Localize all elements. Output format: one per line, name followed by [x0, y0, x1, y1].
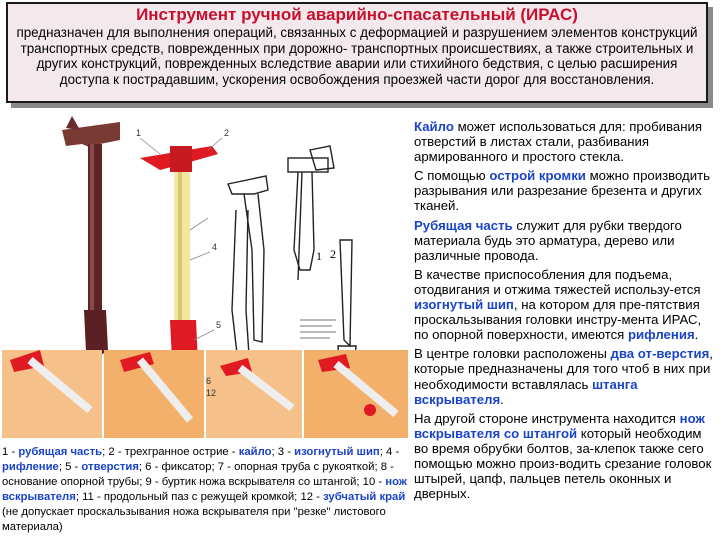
red-tool-image: [140, 138, 222, 380]
part-number-label: 6: [206, 376, 212, 386]
small-label-1: 1: [316, 249, 322, 263]
figure-caption: 1 - рубящая часть; 2 - трехгранное острие - кайло; 3 - изогнутый шип; 4 - рифление; 5 - отверстия; 6 - фиксатор; 7 - опорная труба с рукояткой; 8 - основание опорной трубы; 9 - буртик ножа вскрывателя со штангой; 10 - нож вскрывателя; 11 - продольный паз с режущей кромкой; 12 - зубчатый край (не допускает проскальзывания ножа вскрывателя при "резке" листового материала): [2, 446, 407, 533]
paragraph-kailo: Кайло может использоваться для: пробивания отверстий в листах стали, разбивания армированного и простого стекла.: [414, 119, 702, 165]
page-title: Инструмент ручной аварийно-спасательный (ИРАС): [136, 5, 578, 24]
usage-panels: [2, 350, 408, 438]
paragraph-knife: На другой стороне инструмента находится нож вскрывателя со штангой который необходим во время обрубки болтов, за-клепок также сего помощью можно произ-водить срезание головок штырей, цапф, пальцев петель оконных и дверных.: [414, 410, 712, 502]
part-number-label: 12: [206, 388, 217, 398]
paragraph-spike: В качестве приспособления для подъема, отодвигания и отжима тяжестей использу-ется изогнутый шип, на котором для пре-пятствия проскальзывания головки инстру-мента ИРАС, по опорной поверхности, имеются рифления.: [414, 266, 702, 343]
dark-tool-image: [62, 116, 120, 356]
description-column: [414, 119, 714, 505]
header-box: [6, 2, 708, 103]
part-number-label: 2: [224, 128, 230, 138]
part-number-label: 1: [136, 128, 142, 138]
paragraph-edge: С помощью острой кромки можно производить разрывания или разрезание брезента и других тканей.: [414, 168, 711, 214]
paragraph-holes: В центре головки расположены два от-верстия, которые предназначены для того чтоб в них при необходимости вставлялась штанга вскрывателя.: [414, 346, 713, 407]
header-description: предназначен для выполнения операций, связанных с деформацией и разрушением элементов конструкций транспортных средств, поврежденных при дорожно- транспортных происшествиях, а также строительных и других конструкций, поврежденных вследствие аварии или стихийного бедствия, с целью расширения доступа к пострадавшим, ускорения освобождения проезжей части дорог для восстановления.: [16, 25, 698, 87]
part-number-label: 4: [212, 242, 218, 252]
part-number-label: 5: [216, 320, 222, 330]
paragraph-chopping: Рубящая часть служит для рубки твердого материала будь это арматура, дерево или различные провода.: [414, 217, 682, 263]
tool-illustrations: [0, 110, 410, 440]
drawing-legend: [300, 320, 336, 338]
illustrations: [0, 110, 410, 440]
small-label-2: 2: [330, 247, 336, 261]
